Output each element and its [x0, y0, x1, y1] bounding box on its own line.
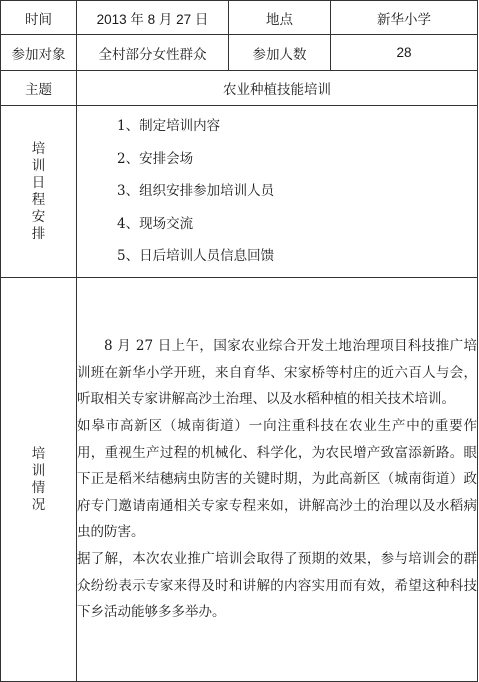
situation-paragraph: 8 月 27 日上午，国家农业综合开发土地治理项目科技推广培训班在新华小学开班，来自育华、宋家桥等村庄的近六百人与会，听取相关专家讲解高沙土治理、以及水稻种植的相关技术培训。: [77, 338, 477, 408]
row-situation: [1, 278, 478, 682]
topic-value: 农业种植技能培训: [77, 71, 478, 106]
schedule-item: 4、现场交流: [117, 215, 194, 232]
participants-value: 全村部分女性群众: [77, 35, 229, 71]
participants-label: 参加对象: [1, 35, 77, 71]
count-label: 参加人数: [229, 35, 331, 71]
schedule-item: 1、制定培训内容: [117, 118, 221, 135]
schedule-item: 2、安排会场: [117, 150, 194, 167]
time-label: 时间: [1, 1, 77, 35]
schedule-content: [77, 106, 478, 278]
row-schedule: [1, 106, 478, 278]
schedule-item: 3、组织安排参加培训人员: [117, 183, 275, 200]
row-participants: [1, 35, 478, 71]
schedule-list: [77, 110, 477, 273]
topic-label: 主题: [1, 71, 77, 106]
situation-label: 培训情况: [31, 445, 46, 513]
situation-label-cell: [1, 278, 77, 682]
situation-paragraph: 据了解，本次农业推广培训会取得了预期的效果，参与培训会的群众纷纷表示专家来得及时和讲解的内容实用而有效，希望这种科技下乡活动能够多多举办。: [77, 550, 477, 621]
schedule-label-cell: [1, 106, 77, 278]
situation-content: [77, 278, 478, 682]
count-value: 28: [331, 35, 478, 71]
time-value: 2013 年 8 月 27 日: [77, 1, 229, 35]
situation-paragraph: 如皋市高新区（城南街道）一向注重科技在农业生产中的重要作用，重视生产过程的机械化、科学化，为农民增产致富添新路。眼下正是稻米结穗病虫防害的关键时期，为此高新区（城南街道）政府专门邀请南通相关专家专程来如，讲解高沙土的治理以及水稻病虫的防害。: [77, 418, 477, 541]
row-topic: [1, 71, 478, 106]
place-value: 新华小学: [331, 1, 478, 35]
row-time-place: [1, 1, 478, 35]
schedule-label: 培训日程安排: [31, 140, 46, 242]
schedule-item: 5、日后培训人员信息回馈: [117, 248, 275, 265]
place-label: 地点: [229, 1, 331, 35]
